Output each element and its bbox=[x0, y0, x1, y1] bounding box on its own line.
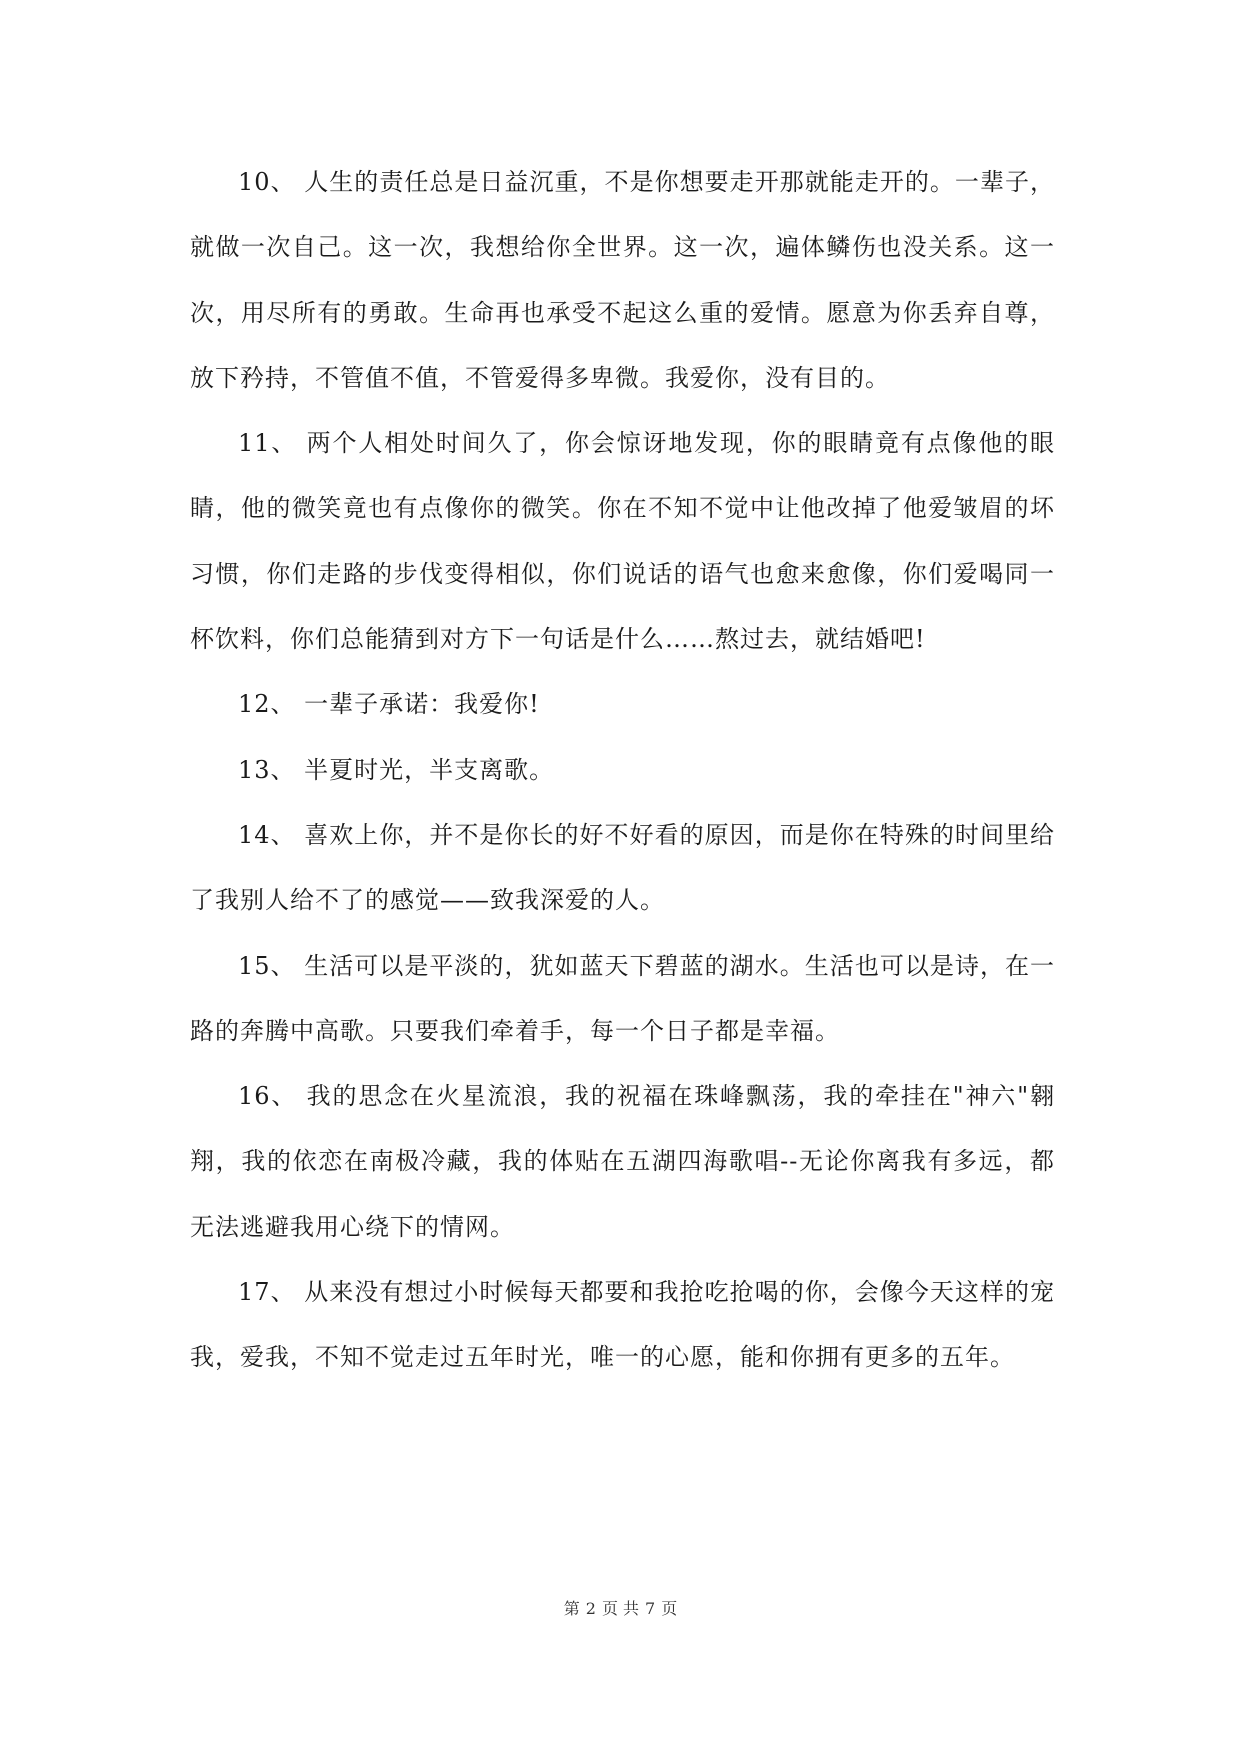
footer-prefix: 第 bbox=[563, 1599, 580, 1618]
paragraph-17: 17、 从来没有想过小时候每天都要和我抢吃抢喝的你，会像今天这样的宠我，爱我，不知不觉走过五年时光，唯一的心愿，能和你拥有更多的五年。 bbox=[190, 1278, 1055, 1372]
paragraph-12: 12、 一辈子承诺：我爱你! bbox=[238, 690, 540, 719]
paragraph-11: 11、 两个人相处时间久了，你会惊讶地发现，你的眼睛竟有点像他的眼睛，他的微笑竟也有点像你的微笑。你在不知不觉中让他改掉了他爱皱眉的坏习惯，你们走路的步伐变得相似，你们说话的语气也愈来愈像，你们爱喝同一杯饮料，你们总能猜到对方下一句话是什么……熬过去，就结婚吧! bbox=[190, 429, 1055, 654]
footer-middle: 页 共 bbox=[601, 1599, 640, 1618]
paragraph-15: 15、 生活可以是平淡的，犹如蓝天下碧蓝的湖水。生活也可以是诗，在一路的奔腾中高歌。只要我们牵着手，每一个日子都是幸福。 bbox=[190, 951, 1055, 1045]
paragraph-14: 14、 喜欢上你，并不是你长的好不好看的原因，而是你在特殊的时间里给了我别人给不了的感觉——致我深爱的人。 bbox=[190, 820, 1055, 915]
footer-suffix: 页 bbox=[661, 1599, 678, 1618]
paragraph-16: 16、 我的思念在火星流浪，我的祝福在珠峰飘荡，我的牵挂在"神六"翱翔，我的依恋在南极冷藏，我的体贴在五湖四海歌唱--无论你离我有多远，都无法逃避我用心绕下的情网。 bbox=[190, 1082, 1055, 1241]
paragraph-13: 13、 半夏时光，半支离歌。 bbox=[238, 755, 555, 784]
page-footer bbox=[0, 1596, 1241, 1619]
footer-total-pages: 7 bbox=[645, 1599, 656, 1618]
footer-page-number: 2 bbox=[585, 1599, 596, 1618]
paragraph-10: 10、 人生的责任总是日益沉重，不是你想要走开那就能走开的。一辈子，就做一次自己。这一次，我想给你全世界。这一次，遍体鳞伤也没关系。这一次，用尽所有的勇敢。生命再也承受不起这么重的爱情。愿意为你丢弃自尊，放下矜持，不管值不值，不管爱得多卑微。我爱你，没有目的。 bbox=[190, 168, 1055, 392]
document-body bbox=[190, 150, 1055, 1391]
